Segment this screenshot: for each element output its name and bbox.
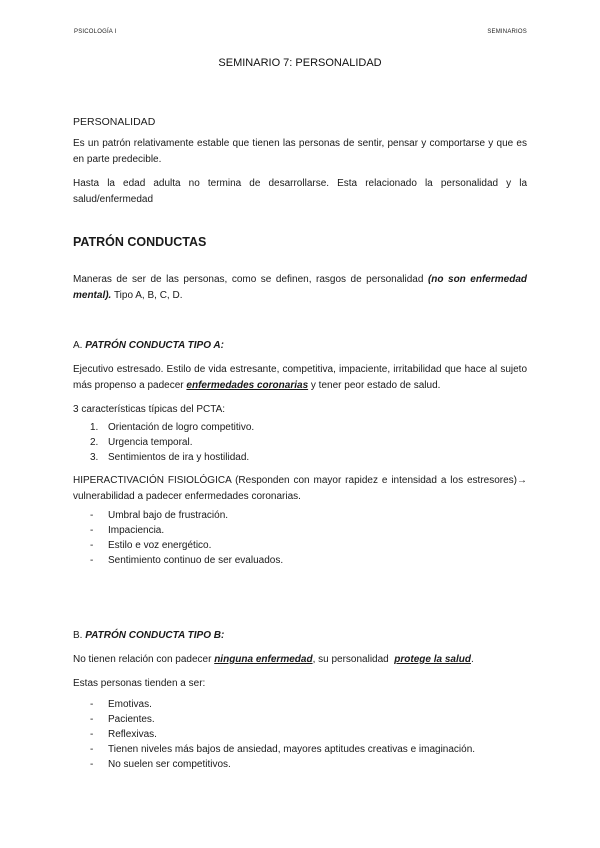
relacion-mid: , su personalidad — [312, 654, 395, 665]
list-text: Orientación de logro competitivo. — [108, 422, 255, 433]
ninguna-enfermedad-emphasis: ninguna enfermedad — [214, 654, 313, 665]
paragraph-ejecutivo — [73, 362, 527, 394]
list-item — [73, 538, 527, 553]
paragraph-desarrollo: Hasta la edad adulta no termina de desarrollarse. Esta relacionado la personalidad y la salud/enfermedad — [73, 178, 527, 205]
relacion-text: No tienen relación con padecer — [73, 654, 215, 665]
list-marker: - — [90, 699, 94, 710]
list-hiperactivacion — [73, 508, 527, 568]
list-text: Urgencia temporal. — [108, 437, 193, 448]
paragraph-tienden: Estas personas tienden a ser: — [73, 678, 206, 689]
list-marker: - — [90, 744, 94, 755]
list-text: Sentimientos de ira y hostilidad. — [108, 452, 250, 463]
heading-tipo-b-prefix: B. — [73, 630, 86, 641]
list-marker: - — [90, 729, 94, 740]
relacion-tail: . — [470, 654, 474, 665]
heading-patron-conductas: PATRÓN CONDUCTAS — [73, 235, 207, 249]
section-tipo-a — [73, 340, 527, 568]
list-text: Pacientes. — [108, 714, 155, 725]
list-marker: - — [90, 555, 94, 566]
paragraph-hiperactivacion: HIPERACTIVACIÓN FISIOLÓGICA (Responden con mayor rapidez e intensidad a los estresores)→ vulnerabilidad a padecer enfermedades coronarias. — [73, 475, 527, 502]
section-personalidad — [73, 116, 527, 208]
list-marker: - — [90, 759, 94, 770]
list-text: Impaciencia. — [108, 525, 165, 536]
maneras-emphasis: (no son enfermedad mental). — [73, 274, 527, 301]
section-patron-conductas — [73, 235, 527, 304]
list-text: Tienen niveles más bajos de ansiedad, mayores aptitudes creativas e imaginación. — [108, 744, 476, 755]
list-tipo-b — [73, 697, 527, 772]
list-marker: - — [90, 714, 94, 725]
list-text: Sentimiento continuo de ser evaluados. — [108, 555, 284, 566]
list-item — [73, 420, 527, 435]
list-marker: 3. — [90, 452, 99, 463]
header-right: SEMINARIOS — [487, 29, 527, 35]
heading-tipo-a-title: PATRÓN CONDUCTA TIPO A: — [85, 340, 224, 351]
enfermedades-coronarias-emphasis: enfermedades coronarias — [186, 380, 309, 391]
paragraph-maneras — [73, 272, 527, 304]
list-item — [73, 523, 527, 538]
list-text: Estilo e voz energético. — [108, 540, 212, 551]
heading-tipo-b-title: PATRÓN CONDUCTA TIPO B: — [85, 630, 225, 641]
list-marker: 2. — [90, 437, 99, 448]
list-item — [73, 553, 527, 568]
paragraph-definicion: Es un patrón relativamente estable que tienen las personas de sentir, pensar y comportarse y que es en parte predecible. — [73, 138, 527, 165]
maneras-text: Maneras de ser de las personas, como se definen, rasgos de personalidad — [73, 274, 428, 285]
list-item — [73, 697, 527, 712]
list-item — [73, 508, 527, 523]
header-left: PSICOLOGÍA I — [74, 29, 117, 35]
list-text: Reflexivas. — [108, 729, 157, 740]
list-item — [73, 435, 527, 450]
list-marker: - — [90, 510, 94, 521]
list-item — [73, 742, 527, 757]
list-caracteristicas — [73, 420, 527, 465]
heading-tipo-a — [73, 340, 527, 351]
ejecutivo-text: Ejecutivo estresado. Estilo de vida estresante, competitiva, impaciente, irritabilidad que hace al sujeto más propenso a padecer — [73, 364, 527, 391]
list-item — [73, 757, 527, 772]
list-item — [73, 450, 527, 465]
list-marker: 1. — [90, 422, 99, 433]
page-title: SEMINARIO 7: PERSONALIDAD — [218, 57, 382, 69]
list-marker: - — [90, 540, 94, 551]
protege-salud-emphasis: protege la salud — [394, 654, 471, 665]
heading-tipo-b — [73, 630, 527, 641]
ejecutivo-tail: y tener peor estado de salud. — [308, 380, 441, 391]
list-text: Emotivas. — [108, 699, 152, 710]
list-item — [73, 727, 527, 742]
list-text: Umbral bajo de frustración. — [108, 510, 229, 521]
section-tipo-b — [73, 630, 527, 772]
paragraph-relacion — [73, 652, 527, 668]
heading-personalidad: PERSONALIDAD — [73, 116, 156, 128]
list-marker: - — [90, 525, 94, 536]
list-text: No suelen ser competitivos. — [108, 759, 231, 770]
list-item — [73, 712, 527, 727]
heading-tipo-a-prefix: A. — [73, 340, 86, 351]
paragraph-caracteristicas: 3 características típicas del PCTA: — [73, 404, 226, 415]
maneras-tail: Tipo A, B, C, D. — [111, 290, 183, 301]
